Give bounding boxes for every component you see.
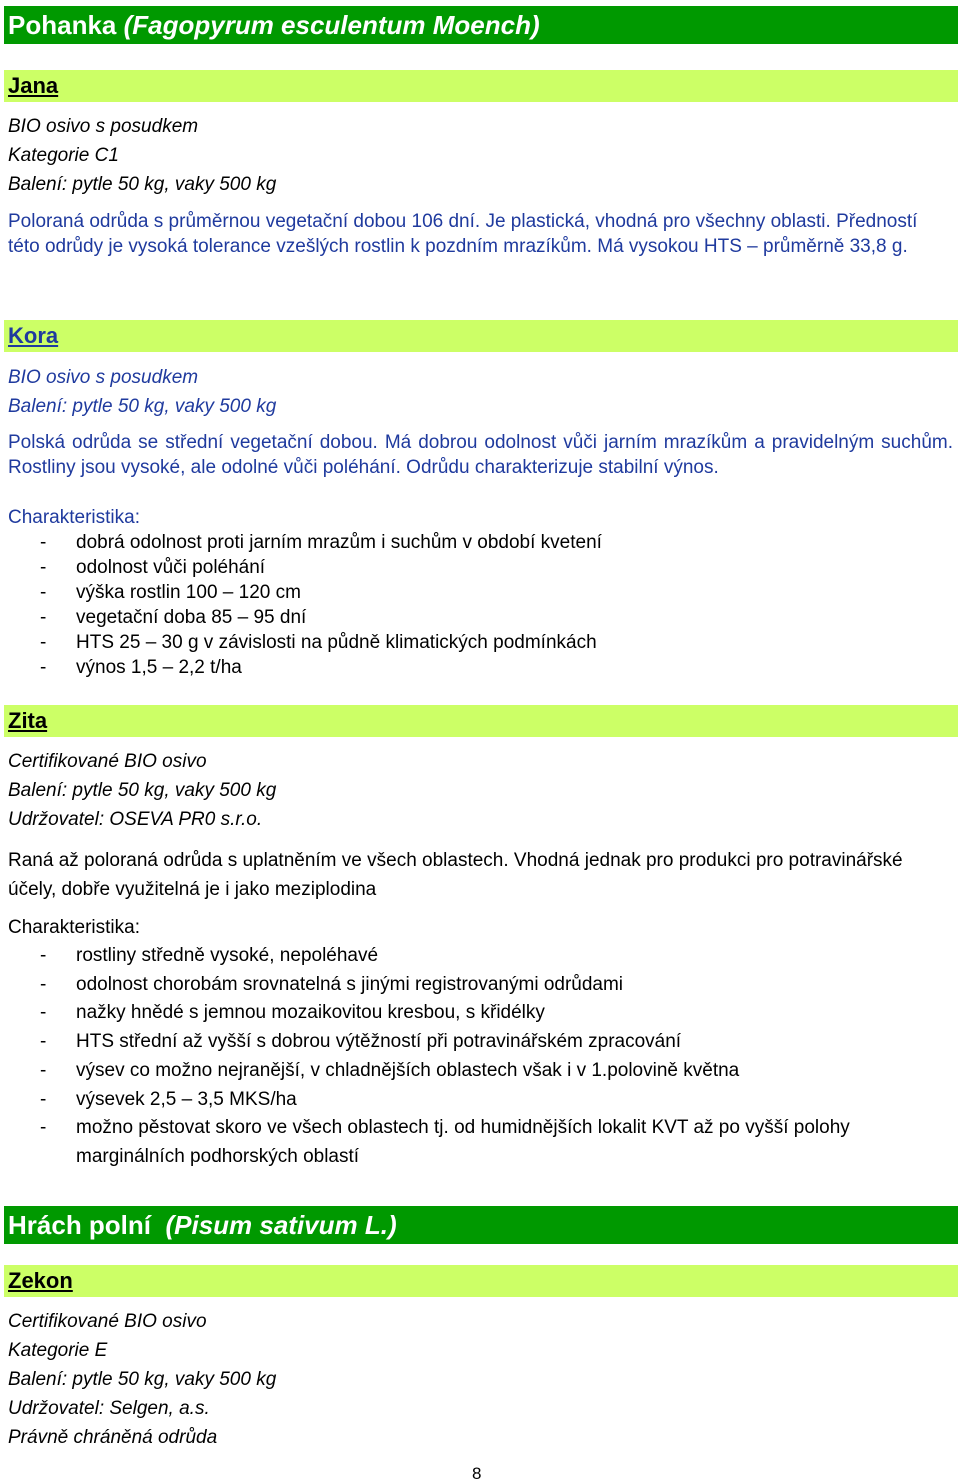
variety-name: Zita [8,708,48,733]
list-item: - vegetační doba 85 – 95 dní [8,605,602,630]
variety-description: Raná až poloraná odrůda s uplatněním ve všech oblastech. Vhodná jednak pro produkci pro potravinářské účely, dobře využitelná je i jako meziplodina [8,850,903,900]
crop-title-text: Hrách polní [8,1210,166,1240]
protection-note: Právně chráněná odrůda [8,1427,218,1448]
list-item: - rostliny středně vysoké, nepoléhavé [8,942,906,971]
packaging: Balení: pytle 50 kg, vaky 500 kg [8,1369,277,1390]
variety-name: Zekon [8,1268,73,1293]
variety-header-zekon [4,1265,958,1297]
list-item: - výsevek 2,5 – 3,5 MKS/ha [8,1086,906,1115]
category: Kategorie E [8,1340,108,1361]
crop-title-latin: (Fagopyrum esculentum Moench) [123,10,540,40]
variety-description: Polská odrůda se střední vegetační dobou. Má dobrou odolnost vůči jarním mrazíkům a pravidelným suchům. Rostliny jsou vysoké, ale odolné vůči poléhání. Odrůdu charakterizuje stabilní výnos. [8,432,953,478]
packaging: Balení: pytle 50 kg, vaky 500 kg [8,174,277,195]
list-item: - dobrá odolnost proti jarním mrazům i suchům v období kvetení [8,530,602,555]
variety-header-zita [4,705,958,737]
list-item: - HTS 25 – 30 g v závislosti na půdně klimatických podmínkách [8,630,602,655]
crop-title-hrach [4,1206,958,1244]
seed-type: BIO osivo s posudkem [8,116,199,137]
characteristics-list [8,942,906,1172]
characteristics-heading: Charakteristika: [8,917,140,938]
list-item: - možno pěstovat skoro ve všech oblastech tj. od humidnějších lokalit KVT až po vyšší polohy marginálních podhorských oblastí [8,1114,906,1171]
variety-header-kora [4,320,958,352]
maintainer: Udržovatel: OSEVA PR0 s.r.o. [8,809,263,830]
seed-type: Certifikované BIO osivo [8,1311,207,1332]
seed-type: Certifikované BIO osivo [8,751,207,772]
seed-type: BIO osivo s posudkem [8,367,199,388]
list-item: - výsev co možno nejranější, v chladnějších oblastech však i v 1.polovině května [8,1057,906,1086]
list-item: - HTS střední až vyšší s dobrou výtěžností při potravinářském zpracování [8,1028,906,1057]
crop-title-pohanka [4,6,958,44]
maintainer: Udržovatel: Selgen, a.s. [8,1398,210,1419]
crop-title-latin: (Pisum sativum L.) [165,1210,397,1240]
packaging: Balení: pytle 50 kg, vaky 500 kg [8,780,277,801]
characteristics-heading: Charakteristika: [8,507,140,528]
list-item: - výška rostlin 100 – 120 cm [8,580,602,605]
characteristics-list [8,530,602,680]
variety-description: Poloraná odrůda s průměrnou vegetační dobou 106 dní. Je plastická, vhodná pro všechny oblasti. Předností této odrůdy je vysoká tolerance vzešlých rostlin k pozdním mrazíkům. Má vysokou HTS – průměrně 33,8 g. [8,211,918,257]
variety-name: Kora [8,323,59,348]
list-item: - výnos 1,5 – 2,2 t/ha [8,655,602,680]
variety-header-jana [4,70,958,102]
list-item: - odolnost chorobám srovnatelná s jinými registrovanými odrůdami [8,971,906,1000]
crop-title-text: Pohanka [8,10,124,40]
variety-name: Jana [8,73,59,98]
category: Kategorie C1 [8,145,119,166]
page-number: 8 [472,1464,482,1483]
list-item: - odolnost vůči poléhání [8,555,602,580]
list-item: - nažky hnědé s jemnou mozaikovitou kresbou, s křidélky [8,999,906,1028]
packaging: Balení: pytle 50 kg, vaky 500 kg [8,396,277,417]
